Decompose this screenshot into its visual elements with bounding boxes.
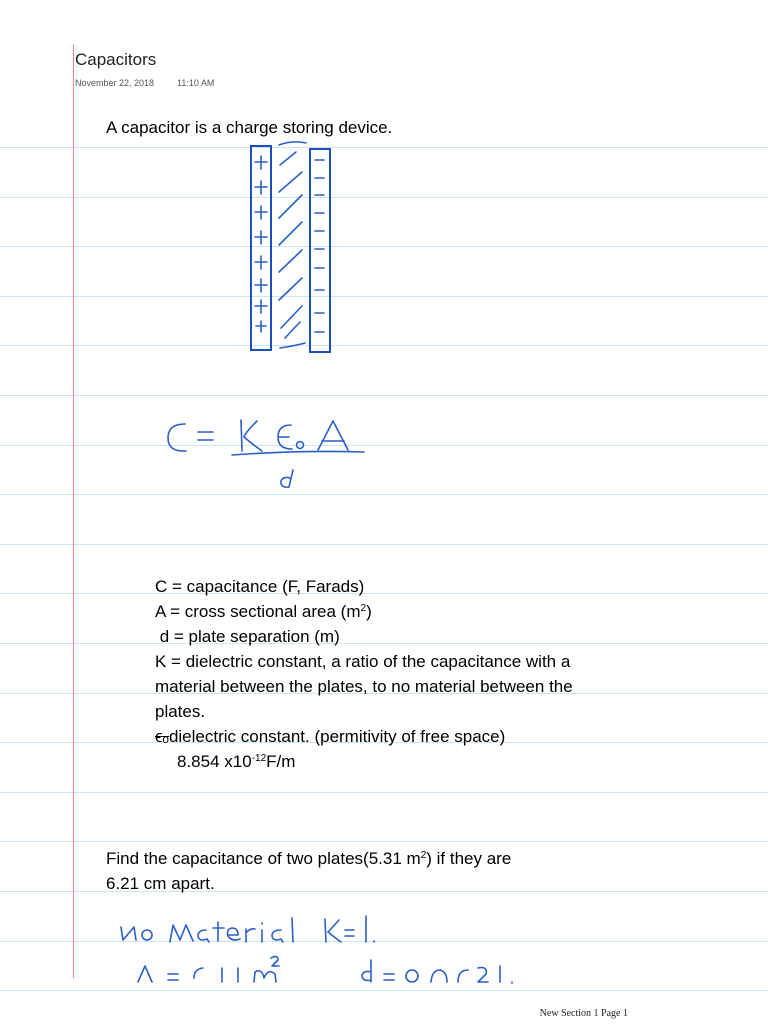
def-k-line1: K = dielectric constant, a ratio of the capacitance with a <box>155 652 571 671</box>
def-area-close: ) <box>366 602 372 621</box>
page-footer: New Section 1 Page 1 <box>539 1008 628 1019</box>
def-area-text: A = cross sectional area (m <box>155 602 361 621</box>
intro-text: A capacitor is a charge storing device. <box>106 118 393 137</box>
capacitance-formula <box>168 420 364 487</box>
problem-text: Find the capacitance of two plates(5.31 m <box>106 849 421 868</box>
positive-plate <box>251 146 271 350</box>
def-separation: d = plate separation (m) <box>155 627 340 646</box>
note-date: November 22, 2018 <box>75 78 155 88</box>
problem-sup: 2 <box>420 850 427 861</box>
def-area-sup: 2 <box>360 603 367 614</box>
def-k-line3: plates. <box>155 702 206 721</box>
epsilon-value-sup: -12 <box>251 753 267 764</box>
note-time: 11:10 AM <box>177 78 215 88</box>
plus-signs <box>255 156 267 332</box>
problem-text-end: ) if they are <box>426 849 512 868</box>
problem-line2: 6.21 cm apart. <box>106 874 215 893</box>
epsilon-value-unit: F/m <box>266 752 296 771</box>
handwritten-values <box>138 956 512 983</box>
def-epsilon-text: dielectric constant. (permitivity of free space) <box>168 727 506 746</box>
minus-signs <box>315 160 324 332</box>
page-title[interactable]: Capacitors <box>75 50 157 69</box>
negative-plate <box>310 149 330 352</box>
epsilon-value-text: 8.854 x10 <box>177 752 252 771</box>
epsilon-symbol: ϵₒ <box>155 727 169 746</box>
capacitor-sketch <box>251 142 330 352</box>
def-k-line2: material between the plates, to no material between the <box>155 677 573 696</box>
def-capacitance: C = capacitance (F, Farads) <box>155 577 365 596</box>
dielectric-hatching <box>279 142 306 348</box>
handwritten-note <box>121 916 374 942</box>
